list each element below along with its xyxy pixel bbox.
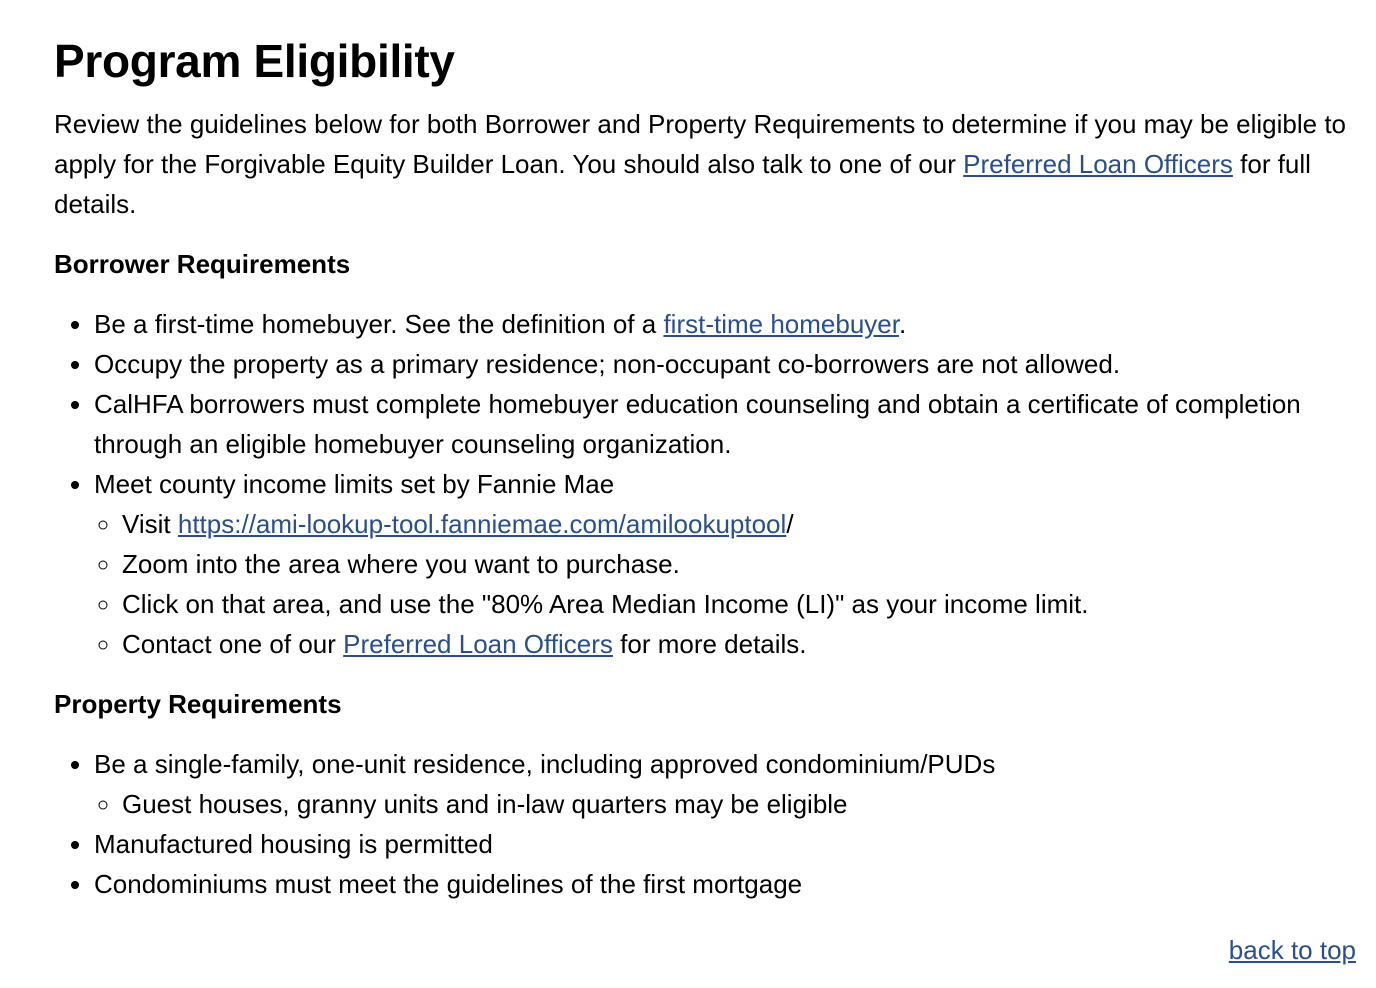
list-item-text: for more details. (612, 629, 807, 659)
intro-text-after: for full details. (54, 149, 1311, 219)
list-item-text: Meet county income limits set by Fannie Mae (94, 469, 615, 499)
list-item-text: Contact one of our (122, 629, 344, 659)
preferred-loan-officers-link-2[interactable]: Preferred Loan Officers (343, 629, 613, 659)
list-item (94, 824, 1360, 864)
intro-paragraph (54, 104, 1360, 224)
back-to-top-link[interactable]: back to top (1228, 935, 1356, 965)
list-item (94, 304, 1360, 344)
residence-sublist (94, 784, 1360, 824)
list-item-text: . (898, 309, 907, 339)
preferred-loan-officers-link[interactable]: Preferred Loan Officers (963, 149, 1233, 179)
list-item-text: Click on that area, and use the "80% Area Median Income (LI)" as your income limit. (122, 589, 1089, 619)
list-item-text: / (786, 509, 794, 539)
first-time-homebuyer-link[interactable]: first-time homebuyer (663, 309, 899, 339)
ami-lookup-tool-link[interactable]: https://ami-lookup-tool.fanniemae.com/amilookuptool (177, 509, 787, 539)
borrower-requirements-heading: Borrower Requirements (54, 249, 351, 279)
list-item-text: Zoom into the area where you want to purchase. (122, 549, 680, 579)
sublist-item (122, 584, 1360, 624)
list-item-text: Visit (122, 509, 178, 539)
list-item-text: CalHFA borrowers must complete homebuyer education counseling and obtain a certificate of completion through an eligible homebuyer counseling organization. (94, 389, 1301, 459)
property-requirements-heading: Property Requirements (54, 689, 342, 719)
list-item-text: Occupy the property as a primary residence; non-occupant co-borrowers are not allowed. (94, 349, 1121, 379)
sublist-item (122, 624, 1360, 664)
list-item-text: Manufactured housing is permitted (94, 829, 493, 859)
list-item (94, 864, 1360, 904)
list-item-text: Condominiums must meet the guidelines of the first mortgage (94, 869, 803, 899)
list-item-text: Be a single-family, one-unit residence, including approved condominium/PUDs (94, 749, 996, 779)
list-item (94, 344, 1360, 384)
main-content (54, 30, 1360, 904)
page-title: Program Eligibility (54, 35, 455, 87)
sublist-item (122, 504, 1360, 544)
list-item-text: Be a first-time homebuyer. See the definition of a (94, 309, 664, 339)
list-item (94, 744, 1360, 824)
sublist-item (122, 544, 1360, 584)
list-item-text: Guest houses, granny units and in-law quarters may be eligible (122, 789, 848, 819)
intro-text-before: Review the guidelines below for both Borrower and Property Requirements to determine if you may be eligible to apply for the Forgivable Equity Builder Loan. You should also talk to one of our (54, 109, 1347, 179)
property-requirements-list (54, 744, 1360, 904)
list-item (94, 384, 1360, 464)
sublist-item (122, 784, 1360, 824)
income-limits-sublist (94, 504, 1360, 664)
list-item (94, 464, 1360, 664)
borrower-requirements-list (54, 304, 1360, 664)
